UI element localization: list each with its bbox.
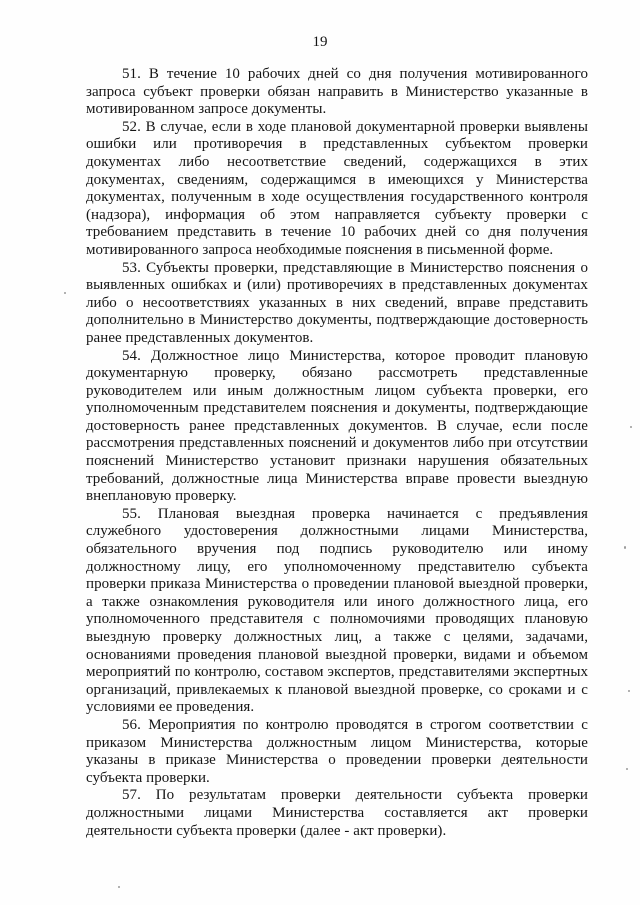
- paragraph-55: 55. Плановая выездная проверка начинается с предъявления служебного удостоверения должностными лицами Министерства, обязательного вручения под подпись руководителю или иному должностному лицу, его уполномоченному представителю субъекта проверки приказа Министерства о проведении плановой выездной проверки, а также ознакомления руководителя или иного должностного лица, его уполномоченного представителя с полномочиями проводящих плановую выездную проверку должностных лиц, а также с целями, задачами, основаниями проведения плановой выездной проверки, видами и объемом мероприятий по контролю, составом экспертов, представителями экспертных организаций, привлекаемых к плановой выездной проверке, со сроками и с условиями ее проведения.: [86, 505, 588, 716]
- scan-speck: [118, 886, 120, 888]
- paragraph-51: 51. В течение 10 рабочих дней со дня получения мотивированного запроса субъект проверки обязан направить в Министерство указанные в мотивированном запросе документы.: [86, 66, 588, 118]
- document-body: [86, 66, 588, 840]
- scan-speck: [624, 546, 626, 549]
- scan-speck: [630, 426, 632, 428]
- scan-speck: [628, 690, 630, 692]
- scan-speck: [626, 768, 628, 770]
- paragraph-54: 54. Должностное лицо Министерства, которое проводит плановую документарную проверку, обязано рассмотреть представленные руководителем или иным должностным лицом субъекта проверки, его уполномоченным представителем пояснения и документы, подтверждающие достоверность ранее представленных документов. В случае, если после рассмотрения представленных пояснений и документов либо при отсутствии пояснений Министерство установит признаки нарушения обязательных требований, должностные лица Министерства вправе провести выездную внеплановую проверку.: [86, 347, 588, 505]
- paragraph-52: 52. В случае, если в ходе плановой документарной проверки выявлены ошибки или противоречия в представленных субъектом проверки документах либо несоответствие сведений, содержащихся в этих документах, сведениям, содержащимся в имеющихся у Министерства документах, полученным в ходе осуществления государственного контроля (надзора), информация об этом направляется субъекту проверки с требованием представить в течение 10 рабочих дней со дня получения мотивированного запроса необходимые пояснения в письменной форме.: [86, 118, 588, 258]
- paragraph-56: 56. Мероприятия по контролю проводятся в строгом соответствии с приказом Министерства должностным лицом Министерства, которые указаны в приказе Министерства о проведении проверки деятельности субъекта проверки.: [86, 716, 588, 786]
- scan-speck: [64, 292, 66, 294]
- paragraph-57: 57. По результатам проверки деятельности субъекта проверки должностными лицами Министерства составляется акт проверки деятельности субъекта проверки (далее - акт проверки).: [86, 787, 588, 839]
- paragraph-53: 53. Субъекты проверки, представляющие в Министерство пояснения о выявленных ошибках и (или) противоречиях в представленных документах либо о несоответствиях указанных в них сведений, вправе представить дополнительно в Министерство документы, подтверждающие достоверность ранее представленных документов.: [86, 259, 588, 346]
- page-number: 19: [312, 34, 328, 50]
